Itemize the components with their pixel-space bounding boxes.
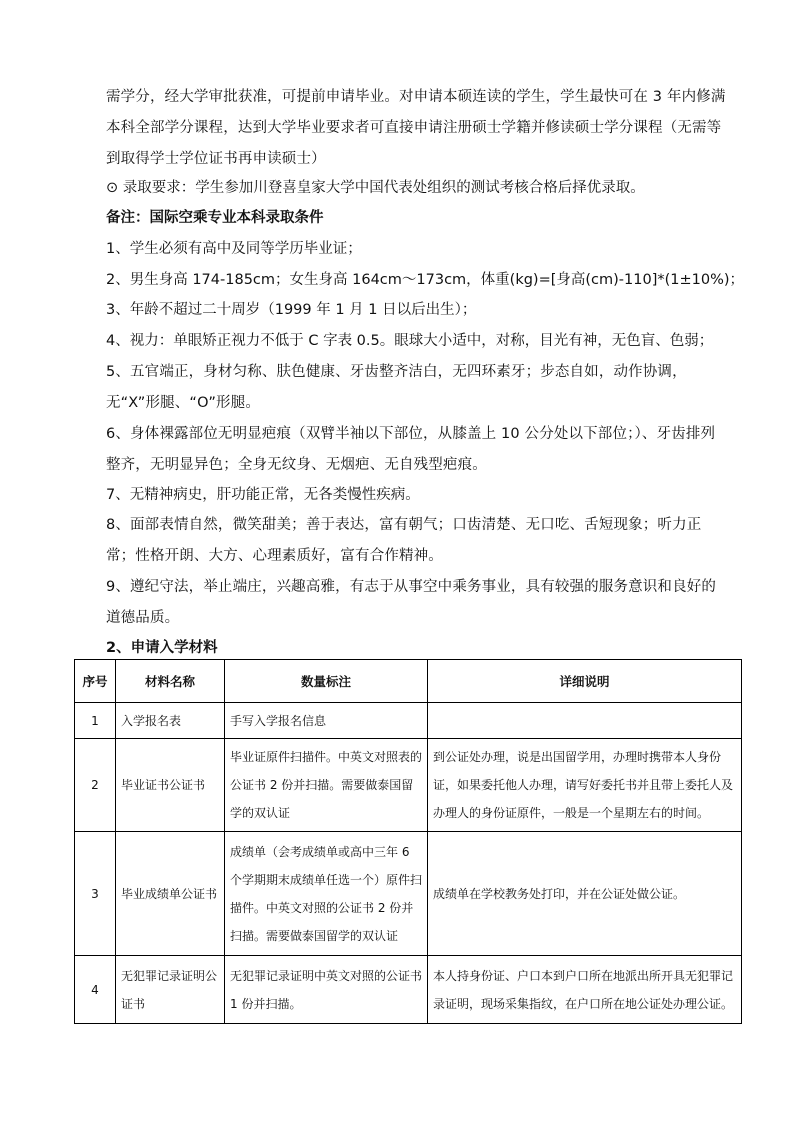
condition-item: 9、遵纪守法，举止端庄，兴趣高雅，有志于从事空中乘务事业，具有较强的服务意识和良好的道德品质。 (106, 579, 717, 626)
row-quantity: 毕业证原件扫描件。中英文对照表的公证书 2 份并扫描。需要做泰国留学的双认证 (225, 739, 428, 832)
table-row (75, 956, 742, 1024)
admission-requirement: ⊙ 录取要求：学生参加川登喜皇家大学中国代表处组织的测试考核合格后择优录取。 (106, 180, 645, 196)
header-detail: 详细说明 (428, 660, 742, 703)
row-quantity: 手写入学报名信息 (225, 703, 428, 739)
row-num: 1 (75, 703, 116, 739)
row-name: 毕业成绩单公证书 (116, 832, 225, 956)
row-num: 4 (75, 956, 116, 1024)
note-heading: 备注：国际空乘专业本科录取条件 (106, 210, 324, 226)
header-name: 材料名称 (116, 660, 225, 703)
intro-paragraph: 需学分，经大学审批获准，可提前申请毕业。对申请本硕连读的学生，学生最快可在 3 年内修满本科全部学分课程，达到大学毕业要求者可直接申请注册硕士学籍并修读硕士学分课程（无需等到取得学士学位证书再申读硕士） (106, 89, 726, 167)
header-quantity: 数量标注 (225, 660, 428, 703)
condition-item: 6、身体裸露部位无明显疤痕（双臂半袖以下部位，从膝盖上 10 公分处以下部位；）、牙齿排列整齐，无明显异色；全身无纹身、无烟疤、无自残型疤痕。 (106, 426, 716, 473)
row-detail: 到公证处办理，说是出国留学用，办理时携带本人身份证，如果委托他人办理，请写好委托书并且带上委托人及办理人的身份证原件，一般是一个星期左右的时间。 (428, 739, 742, 832)
row-quantity: 成绩单（会考成绩单或高中三年 6 个学期期末成绩单任选一个）原件扫描件。中英文对照的公证书 2 份并扫描。需要做泰国留学的双认证 (225, 832, 428, 956)
materials-table (74, 659, 742, 1024)
table-row (75, 739, 742, 832)
condition-item: 1、学生必须有高中及同等学历毕业证； (106, 241, 362, 257)
condition-item: 3、年龄不超过二十周岁（1999 年 1 月 1 日以后出生）； (106, 302, 477, 318)
row-num: 3 (75, 832, 116, 956)
row-name: 入学报名表 (116, 703, 225, 739)
row-detail: 成绩单在学校教务处打印，并在公证处做公证。 (428, 832, 742, 956)
condition-item: 4、视力：单眼矫正视力不低于 C 字表 0.5。眼球大小适中，对称，目光有神，无色盲、色弱； (106, 333, 714, 349)
row-name: 无犯罪记录证明公证书 (116, 956, 225, 1024)
section-heading: 2、申请入学材料 (106, 640, 218, 656)
condition-item: 2、男生身高 174-185cm；女生身高 164cm～173cm，体重(kg)=[身高(cm)-110]*(1±10%)； (106, 272, 745, 288)
header-num: 序号 (75, 660, 116, 703)
row-detail: 本人持身份证、户口本到户口所在地派出所开具无犯罪记录证明，现场采集指纹，在户口所在地公证处办理公证。 (428, 956, 742, 1024)
row-quantity: 无犯罪记录证明中英文对照的公证书 1 份并扫描。 (225, 956, 428, 1024)
condition-item: 8、面部表情自然，微笑甜美；善于表达，富有朝气；口齿清楚、无口吃、舌短现象；听力正常；性格开朗、大方、心理素质好，富有合作精神。 (106, 517, 702, 564)
row-name: 毕业证书公证书 (116, 739, 225, 832)
table-row (75, 832, 742, 956)
row-detail (428, 703, 742, 739)
condition-item: 7、无精神病史，肝功能正常，无各类慢性疾病。 (106, 487, 420, 503)
table-row (75, 703, 742, 739)
condition-item: 5、五官端正，身材匀称、肤色健康、牙齿整齐洁白，无四环素牙；步态自如，动作协调，无“X”形腿、“O”形腿。 (106, 364, 687, 411)
table-header-row (75, 660, 742, 703)
row-num: 2 (75, 739, 116, 832)
